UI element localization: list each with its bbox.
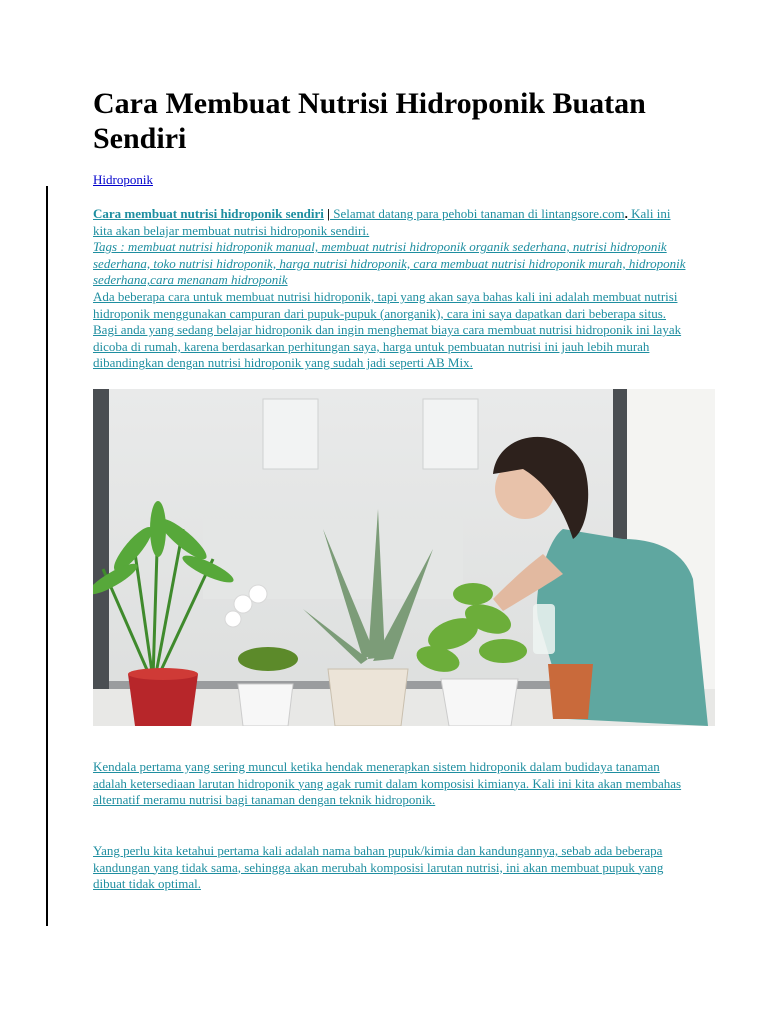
intro-lead-link[interactable]: Cara membuat nutrisi hidroponik sendiri [93, 206, 324, 221]
intro-block [93, 206, 693, 372]
intro-separator: | [327, 206, 331, 221]
page-title: Cara Membuat Nutrisi Hidroponik Buatan Sendiri [93, 87, 646, 155]
intro-period: . [624, 206, 628, 221]
article-photo [93, 389, 715, 726]
left-margin-rule [46, 186, 48, 926]
paragraph-2[interactable]: Yang perlu kita ketahui pertama kali adalah nama bahan pupuk/kimia dan kandungannya, sebab ada beberapa kandungan yang tidak sama, sehingga akan merubah komposisi larutan nutrisi, ini akan membuat pupuk yang dibuat tidak optimal. [93, 843, 664, 892]
intro-sentence[interactable]: Kali ini kita akan belajar membuat nutrisi hidroponik sendiri. [93, 206, 671, 238]
intro-greeting[interactable]: Selamat datang para pehobi tanaman di [330, 206, 542, 221]
paragraph-1[interactable]: Kendala pertama yang sering muncul ketika hendak menerapkan sistem hidroponik dalam budidaya tanaman adalah ketersediaan larutan hidroponik yang agak rumit dalam komposisi kimianya. Kali ini kita akan membahas alternatif meramu nutrisi bagi tanaman dengan teknik hidroponik. [93, 759, 682, 808]
intro-body[interactable]: Ada beberapa cara untuk membuat nutrisi hidroponik, tapi yang akan saya bahas kali ini adalah membuat nutrisi hidroponik menggunakan campuran dari pupuk-pupuk (anorganik), cara ini saya dapatkan dari beberapa situs. Bagi anda yang sedang belajar hidroponik dan ingin menghemat biaya cara membuat nutrisi hidroponik ini layak dicoba di rumah, karena berdasarkan perhitungan saya, harga untuk pembuatan nutrisi ini jauh lebih murah dibandingkan dengan nutrisi hidroponik yang sudah jadi seperti AB Mix. [93, 288, 682, 371]
category-link-hidroponik[interactable]: Hidroponik [93, 172, 153, 187]
site-link[interactable]: lintangsore.com [541, 206, 625, 221]
tags-link[interactable]: Tags : membuat nutrisi hidroponik manual, membuat nutrisi hidroponik organik sederhana, nutrisi hidroponik sederhana, toko nutrisi hidroponik, harga nutrisi hidroponik, cara membuat nutrisi hidroponik murah, hidroponik sederhana,cara menanam hidroponik [93, 239, 686, 288]
